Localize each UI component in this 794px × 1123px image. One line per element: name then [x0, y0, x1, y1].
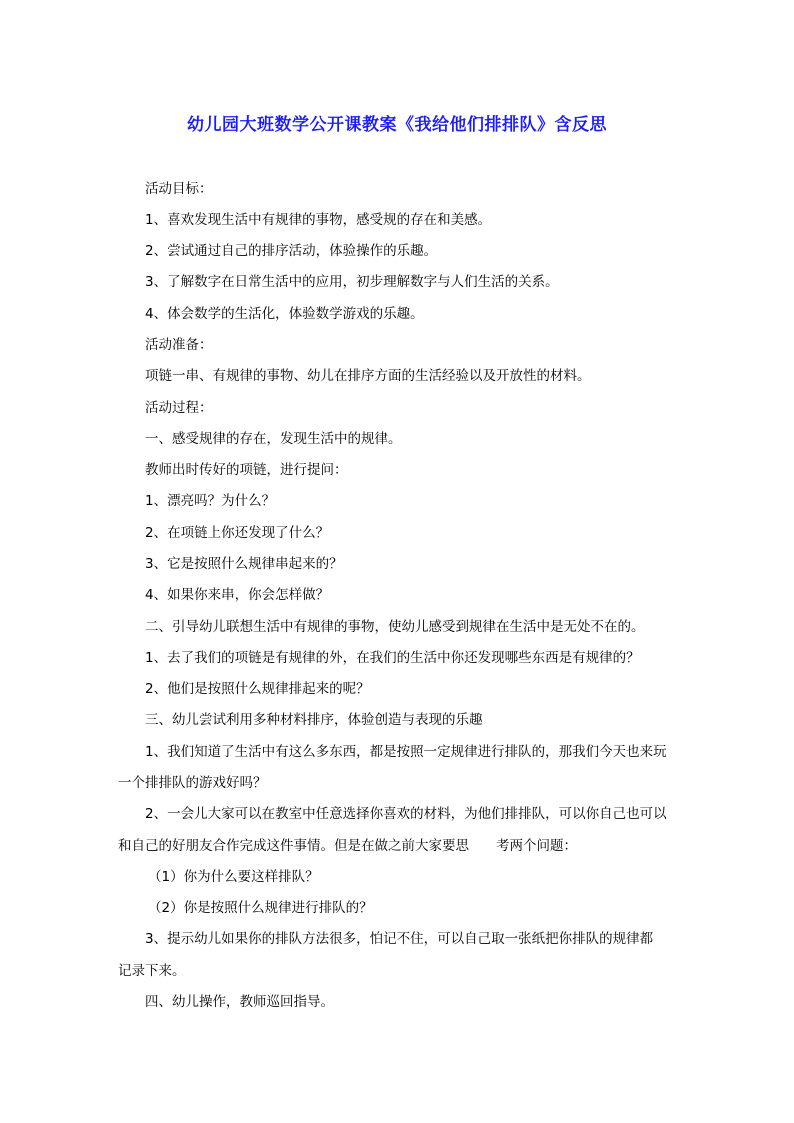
- text-line: 记录下来。: [118, 963, 186, 979]
- text-line: 活动准备：: [145, 337, 213, 353]
- text-line: 1、漂亮吗？为什么？: [145, 493, 276, 509]
- text-line: （2）你是按照什么规律进行排队的？: [148, 900, 373, 916]
- document-title: 幼儿园大班数学公开课教案《我给他们排排队》含反思: [187, 115, 607, 135]
- text-line: 二、引导幼儿联想生活中有规律的事物，使幼儿感受到规律在生活中是无处不在的。: [145, 619, 645, 635]
- text-line: 项链一串、有规律的事物、幼儿在排序方面的生活经验以及开放性的材料。: [145, 368, 591, 384]
- text-line: （1）你为什么要这样排队？: [148, 869, 319, 885]
- text-line: 一个排排队的游戏好吗？: [118, 775, 267, 791]
- text-line: 和自己的好朋友合作完成这件事情。但是在做之前大家要思 考两个问题：: [118, 838, 577, 854]
- text-line: 四、幼儿操作，教师巡回指导。: [145, 994, 334, 1010]
- text-line: 2、尝试通过自己的排序活动，体验操作的乐趣。: [145, 243, 438, 259]
- text-line: 2、他们是按照什么规律排起来的呢？: [145, 681, 370, 697]
- text-line: 1、喜欢发现生活中有规律的事物，感受规的存在和美感。: [145, 212, 492, 228]
- text-line: 2、在项链上你还发现了什么？: [145, 525, 330, 541]
- text-line: 活动目标：: [145, 181, 213, 197]
- text-line: 教师出时传好的项链，进行提问：: [145, 462, 348, 478]
- text-line: 3、它是按照什么规律串起来的？: [145, 556, 343, 572]
- text-line: 4、体会数学的生活化，体验数学游戏的乐趣。: [145, 306, 424, 322]
- text-line: 一、感受规律的存在，发现生活中的规律。: [145, 431, 402, 447]
- text-line: 2、一会儿大家可以在教室中任意选择你喜欢的材料，为他们排排队，可以你自己也可以: [145, 806, 667, 822]
- text-line: 3、了解数字在日常生活中的应用，初步理解数字与人们生活的关系。: [145, 274, 559, 290]
- text-line: 1、去了我们的项链是有规律的外，在我们的生活中你还发现哪些东西是有规律的？: [145, 650, 640, 666]
- text-line: 1、我们知道了生活中有这么多东西，都是按照一定规律进行排队的，那我们今天也来玩: [145, 744, 667, 760]
- text-line: 3、提示幼儿如果你的排队方法很多，怕记不住，可以自己取一张纸把你排队的规律都: [145, 931, 654, 947]
- text-line: 三、幼儿尝试利用多种材料排序，体验创造与表现的乐趣: [145, 712, 483, 728]
- text-line: 4、如果你来串，你会怎样做？: [145, 587, 330, 603]
- text-line: 活动过程：: [145, 400, 213, 416]
